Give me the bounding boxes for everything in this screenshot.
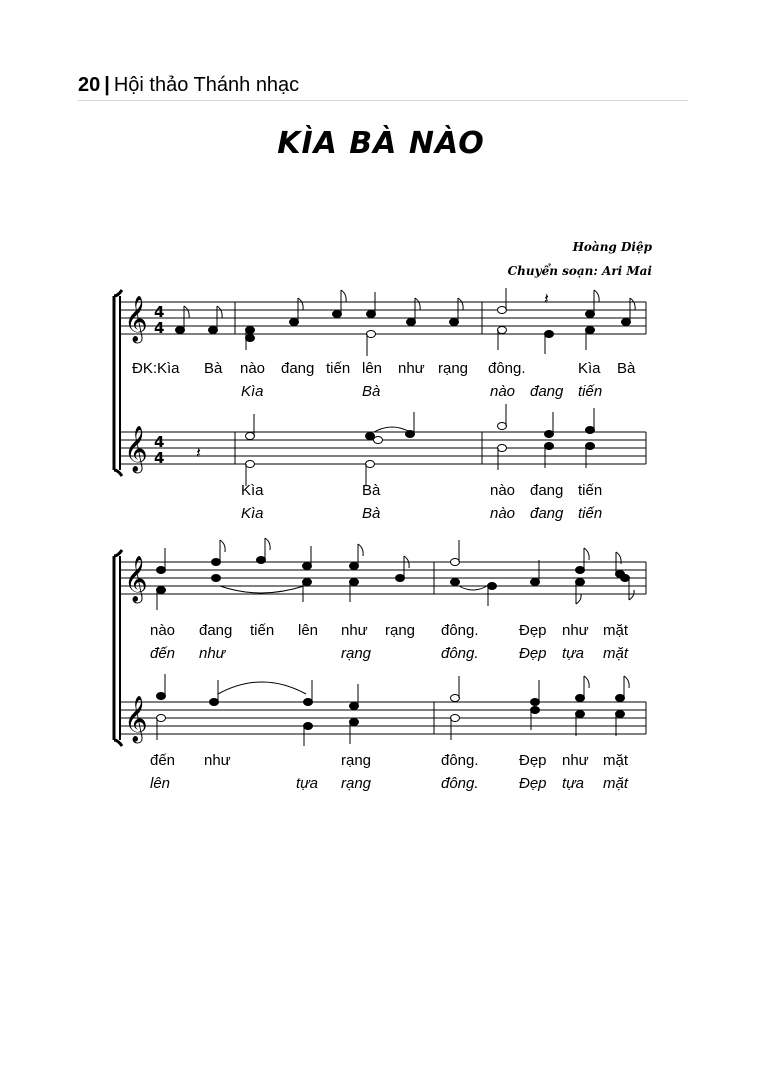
note [531, 699, 540, 706]
note-half [367, 331, 376, 338]
lyric: rạng [438, 360, 469, 377]
lyric: tựa [562, 645, 585, 662]
staff-upper-2 [120, 562, 646, 594]
lyric: tiến [578, 383, 603, 400]
notes-upper-2 [157, 538, 635, 610]
note-half [246, 433, 255, 440]
lyric: đang [281, 360, 315, 377]
lyric: đông. [441, 645, 479, 662]
note [176, 327, 185, 334]
note [616, 711, 625, 718]
note [545, 331, 554, 338]
note [451, 579, 460, 586]
lyric: Đẹp [519, 622, 547, 639]
time-sig-bottom: 4 [154, 449, 165, 467]
note [531, 579, 540, 586]
time-sig-top: 4 [154, 303, 165, 321]
note [545, 443, 554, 450]
note [304, 723, 313, 730]
lyric: tiến [578, 482, 603, 499]
note [350, 563, 359, 570]
lyric: mặt [603, 752, 629, 769]
arranger-credit: Chuyển soạn: Ari Mai [507, 264, 652, 278]
lyric: ĐK:Kìa [132, 360, 180, 377]
page-number: 20 [78, 74, 101, 96]
lyric: đông. [441, 775, 479, 792]
lyric: mặt [603, 645, 629, 662]
rest-icon: 𝄽 [544, 289, 549, 308]
lyric: mặt [603, 775, 629, 792]
note [350, 703, 359, 710]
note [350, 719, 359, 726]
note-half [451, 715, 460, 722]
lyric: Đẹp [519, 775, 547, 792]
note [209, 327, 218, 334]
lyric: lên [362, 360, 383, 377]
note-half [451, 559, 460, 566]
lyric: nào [240, 360, 266, 377]
note [350, 579, 359, 586]
lyric: tiến [250, 622, 275, 639]
note [586, 443, 595, 450]
lyrics-system-1 [132, 360, 636, 522]
note [531, 707, 540, 714]
note [396, 575, 405, 582]
treble-clef-icon: 𝄞 [124, 426, 148, 472]
note [212, 575, 221, 582]
note [407, 319, 416, 326]
lyric: tiến [578, 505, 603, 522]
lyric: tiến [326, 360, 351, 377]
note [621, 575, 630, 582]
lyric: như [562, 752, 589, 769]
lyric: rạng [385, 622, 416, 639]
note [366, 433, 375, 440]
note [586, 311, 595, 318]
note-half [498, 307, 507, 314]
note [586, 427, 595, 434]
lyric: Kìa [241, 505, 264, 522]
note-half [246, 461, 255, 468]
note [545, 431, 554, 438]
clefs-1 [124, 296, 164, 474]
note [210, 699, 219, 706]
lyric: Đẹp [519, 645, 547, 662]
note [257, 557, 266, 564]
note [246, 335, 255, 342]
lyric: nào [150, 622, 176, 639]
note [303, 579, 312, 586]
staff-lower-2 [120, 702, 646, 734]
lyric: lên [298, 622, 319, 639]
lyric: như [562, 622, 589, 639]
notes-upper-1 [176, 288, 636, 356]
note [246, 327, 255, 334]
lyric: như [199, 645, 226, 662]
lyric: như [398, 360, 425, 377]
note [576, 711, 585, 718]
lyric: đang [530, 383, 564, 400]
lyric: Kìa [578, 360, 601, 377]
note-half [157, 715, 166, 722]
lyric: Bà [362, 383, 381, 400]
note [157, 587, 166, 594]
lyric: đang [530, 505, 564, 522]
lyric: nào [490, 383, 516, 400]
lyric: Kìa [241, 383, 264, 400]
lyric: đang [530, 482, 564, 499]
note-half [498, 423, 507, 430]
note [157, 693, 166, 700]
time-sig-bottom: 4 [154, 319, 165, 337]
lyric: đến [150, 645, 176, 662]
note [406, 431, 415, 438]
notes-lower-1 [196, 404, 595, 486]
note [212, 559, 221, 566]
lyric: lên [150, 775, 171, 792]
clefs-2 [124, 556, 148, 744]
note-half [451, 695, 460, 702]
lyric: đông. [441, 752, 479, 769]
lyric: Đẹp [519, 752, 547, 769]
note-half [366, 461, 375, 468]
note-half [498, 445, 507, 452]
composer-credit: Hoàng Diệp [572, 240, 652, 254]
note [488, 583, 497, 590]
treble-clef-icon: 𝄞 [124, 556, 148, 602]
time-sig-top: 4 [154, 433, 165, 451]
note [576, 695, 585, 702]
lyric: Bà [617, 360, 636, 377]
song-title: KÌA BÀ NÀO [277, 126, 485, 161]
note [333, 311, 342, 318]
note-half [498, 327, 507, 334]
lyric: Bà [362, 505, 381, 522]
note [622, 319, 631, 326]
lyric: mặt [603, 622, 629, 639]
note [157, 567, 166, 574]
note [304, 699, 313, 706]
note-half [374, 437, 383, 444]
lyric: đông. [488, 360, 526, 377]
note [450, 319, 459, 326]
lyrics-system-2 [150, 622, 629, 792]
lyric: đông. [441, 622, 479, 639]
lyric: rạng [341, 645, 372, 662]
note [290, 319, 299, 326]
staff-upper-1 [120, 302, 646, 334]
lyric: như [341, 622, 368, 639]
lyric: nào [490, 505, 516, 522]
treble-clef-icon: 𝄞 [124, 296, 148, 342]
lyric: Kìa [241, 482, 264, 499]
note [576, 579, 585, 586]
note [367, 311, 376, 318]
treble-clef-icon: 𝄞 [124, 696, 148, 742]
note [576, 567, 585, 574]
lyric: rạng [341, 775, 372, 792]
note [303, 563, 312, 570]
lyric: đến [150, 752, 176, 769]
book-title: Hội thảo Thánh nhạc [113, 74, 300, 96]
lyric: tựa [562, 775, 585, 792]
lyric: Bà [362, 482, 381, 499]
header-separator: | [104, 74, 110, 96]
lyric: Bà [204, 360, 223, 377]
lyric: đang [199, 622, 233, 639]
lyric: tựa [296, 775, 319, 792]
note [616, 695, 625, 702]
note [586, 327, 595, 334]
lyric: rạng [341, 752, 372, 769]
lyric: nào [490, 482, 516, 499]
rest-icon: 𝄽 [196, 443, 201, 462]
lyric: như [204, 752, 231, 769]
